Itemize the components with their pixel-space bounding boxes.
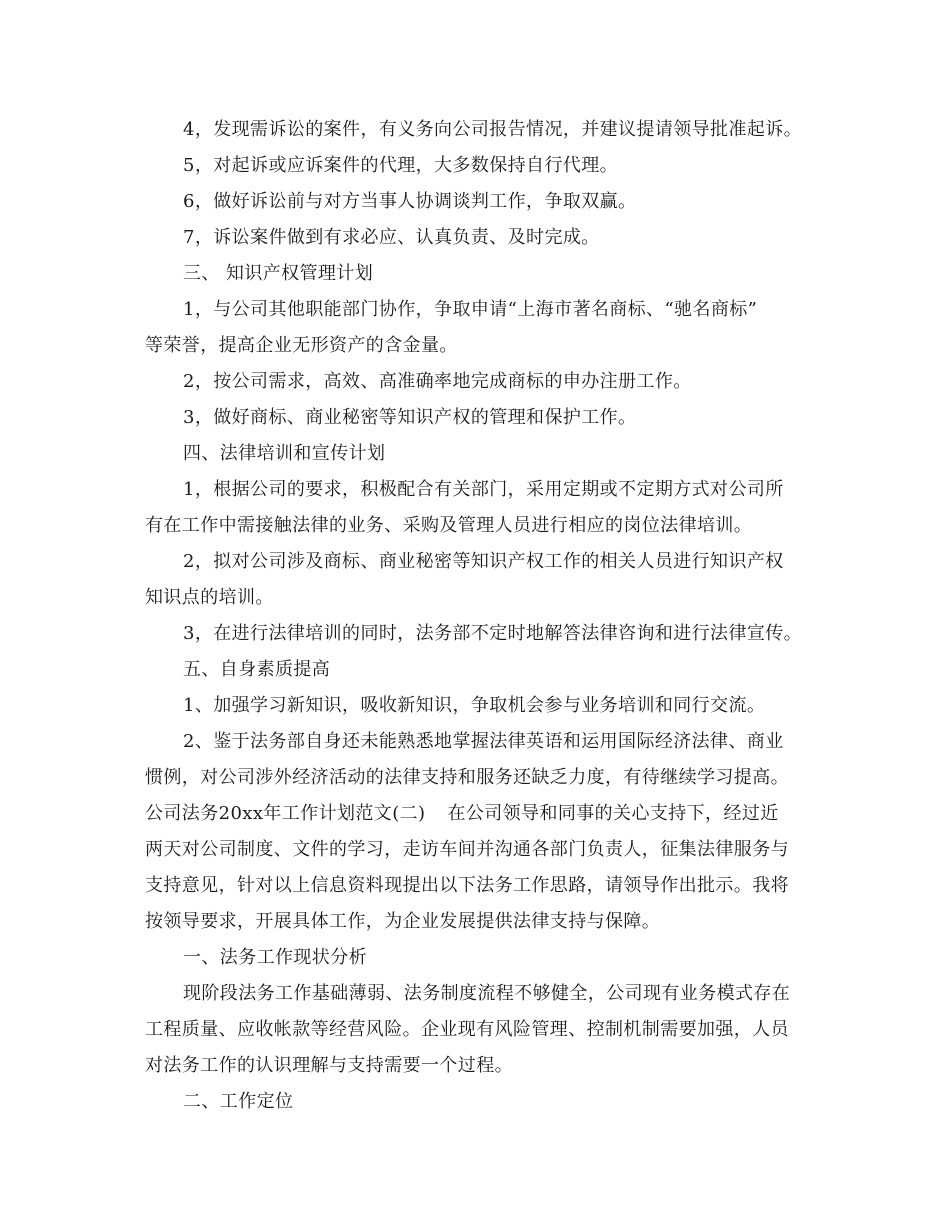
paragraph-line: 对法务工作的认识理解与支持需要一个过程。 bbox=[145, 1055, 513, 1076]
paragraph-line: 5，对起诉或应诉案件的代理，大多数保持自行代理。 bbox=[183, 155, 619, 176]
paragraph-line: 在公司领导和同事的关心支持下，经过近 bbox=[447, 803, 779, 824]
paragraph-line: 1、加强学习新知识，吸收新知识，争取机会参与业务培训和同行交流。 bbox=[183, 695, 766, 716]
paragraph-line: 1，根据公司的要求，积极配合有关部门，采用定期或不定期方式对公司所 bbox=[183, 479, 784, 500]
section-heading: 五、自身素质提高 bbox=[183, 659, 331, 680]
document-title: 公司法务20xx年工作计划范文(二) bbox=[145, 803, 426, 824]
paragraph-line: 工程质量、应收帐款等经营风险。企业现有风险管理、控制机制需要加强，人员 bbox=[145, 1019, 789, 1040]
paragraph-line: 1，与公司其他职能部门协作，争取申请“上海市著名商标、“驰名商标” bbox=[183, 299, 758, 320]
paragraph-line: 2，拟对公司涉及商标、商业秘密等知识产权工作的相关人员进行知识产权 bbox=[183, 551, 784, 572]
section-heading: 三、 知识产权管理计划 bbox=[183, 263, 374, 284]
paragraph-line: 7，诉讼案件做到有求必应、认真负责、及时完成。 bbox=[183, 227, 600, 248]
paragraph-line: 等荣誉，提高企业无形资产的含金量。 bbox=[145, 335, 458, 356]
paragraph-line: 6，做好诉讼前与对方当事人协调谈判工作，争取双赢。 bbox=[183, 191, 637, 212]
document-title-line bbox=[145, 802, 779, 826]
paragraph-line: 3，做好商标、商业秘密等知识产权的管理和保护工作。 bbox=[183, 407, 637, 428]
section-heading: 二、工作定位 bbox=[183, 1091, 294, 1112]
paragraph-line: 2，按公司需求，高效、高准确率地完成商标的申办注册工作。 bbox=[183, 371, 692, 392]
paragraph-line: 4，发现需诉讼的案件，有义务向公司报告情况，并建议提请领导批准起诉。 bbox=[183, 119, 803, 140]
paragraph-line: 惯例，对公司涉外经济活动的法律支持和服务还缺乏力度，有待继续学习提高。 bbox=[145, 767, 789, 788]
paragraph-line: 按领导要求，开展具体工作，为企业发展提供法律支持与保障。 bbox=[145, 911, 661, 932]
section-heading: 四、法律培训和宣传计划 bbox=[183, 443, 386, 464]
paragraph-line: 3，在进行法律培训的同时，法务部不定时地解答法律咨询和进行法律宣传。 bbox=[183, 623, 803, 644]
paragraph-line: 现阶段法务工作基础薄弱、法务制度流程不够健全，公司现有业务模式存在 bbox=[183, 983, 791, 1004]
paragraph-line: 知识点的培训。 bbox=[145, 587, 274, 608]
paragraph-line: 支持意见，针对以上信息资料现提出以下法务工作思路，请领导作出批示。我将 bbox=[145, 875, 789, 896]
paragraph-line: 两天对公司制度、文件的学习，走访车间并沟通各部门负责人，征集法律服务与 bbox=[145, 839, 789, 860]
section-heading: 一、法务工作现状分析 bbox=[183, 947, 367, 968]
paragraph-line: 有在工作中需接触法律的业务、采购及管理人员进行相应的岗位法律培训。 bbox=[145, 515, 753, 536]
paragraph-line: 2、鉴于法务部自身还未能熟悉地掌握法律英语和运用国际经济法律、商业 bbox=[183, 731, 784, 752]
